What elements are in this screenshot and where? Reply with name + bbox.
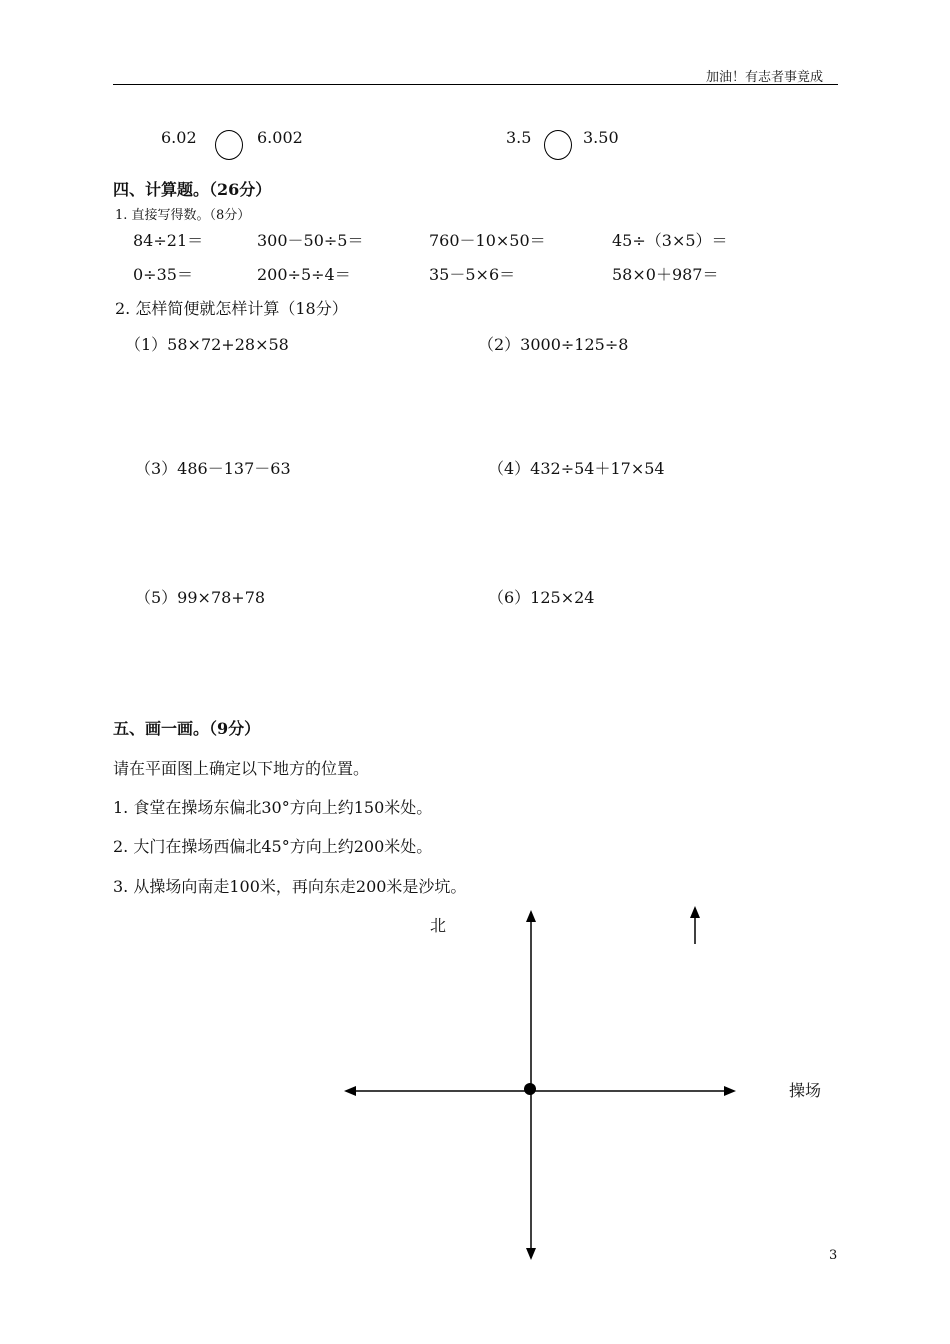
- compare-left-2: 3.5: [506, 128, 532, 147]
- section4-title: 四、计算题。（26分）: [113, 180, 272, 199]
- playground-label: 操场: [789, 1081, 822, 1100]
- page-header-motto: 加油！有志者事竟成: [706, 70, 824, 85]
- oral-calc-5: 0÷35＝: [133, 265, 193, 284]
- draw-task-1: 1. 食堂在操场东偏北30°方向上约150米处。: [113, 798, 433, 817]
- simplify-calc-2: （2）3000÷125÷8: [478, 335, 629, 354]
- north-label: 北: [430, 916, 447, 935]
- axis-arrow-north: [526, 910, 536, 922]
- oral-calc-6: 200÷5÷4＝: [257, 265, 351, 284]
- oral-calc-8: 58×0＋987＝: [612, 265, 719, 284]
- oral-calc-7: 35－5×6＝: [429, 265, 516, 284]
- simplify-calc-3: （3）486－137－63: [135, 459, 291, 478]
- compare-left-1: 6.02: [161, 128, 197, 147]
- playground-point: [524, 1083, 536, 1095]
- page-number: 3: [829, 1248, 838, 1263]
- section5-intro: 请在平面图上确定以下地方的位置。: [113, 759, 370, 778]
- simplify-calc-5: （5）99×78+78: [135, 588, 266, 607]
- compare-right-2: 3.50: [583, 128, 619, 147]
- simplify-calc-4: （4）432÷54＋17×54: [488, 459, 665, 478]
- oral-calc-1: 84÷21＝: [133, 231, 204, 250]
- axis-arrow-west: [344, 1086, 356, 1096]
- draw-task-3: 3. 从操场向南走100米，再向东走200米是沙坑。: [113, 877, 467, 896]
- compare-right-1: 6.002: [257, 128, 303, 147]
- q1-label: 1. 直接写得数。（8分）: [115, 208, 251, 223]
- section5-title: 五、画一画。（9分）: [113, 719, 261, 738]
- axis-arrow-south: [526, 1248, 536, 1260]
- q2-label: 2. 怎样简便就怎样计算（18分）: [115, 299, 348, 318]
- oral-calc-3: 760－10×50＝: [429, 231, 546, 250]
- simplify-calc-1: （1）58×72+28×58: [125, 335, 289, 354]
- simplify-calc-6: （6）125×24: [488, 588, 595, 607]
- axis-arrow-east: [724, 1086, 736, 1096]
- draw-task-2: 2. 大门在操场西偏北45°方向上约200米处。: [113, 837, 433, 856]
- north-indicator-arrow: [690, 906, 700, 918]
- oral-calc-4: 45÷（3×5）＝: [612, 231, 728, 250]
- oral-calc-2: 300－50÷5＝: [257, 231, 364, 250]
